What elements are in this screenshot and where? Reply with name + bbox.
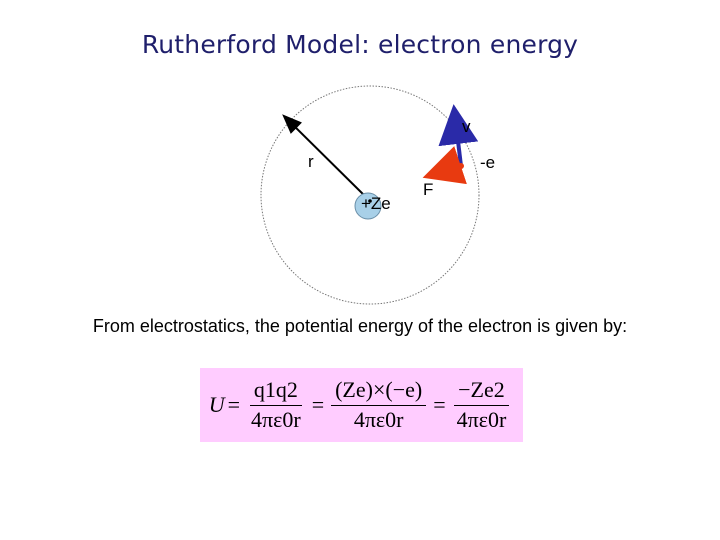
radius-arrow — [285, 117, 370, 201]
velocity-arrow — [455, 116, 461, 166]
fraction-3-denominator: 4πε0r — [456, 406, 507, 432]
fraction-2 — [331, 378, 426, 431]
fraction-1 — [247, 378, 305, 431]
fraction-3 — [453, 378, 511, 431]
equals-sign-3: = — [433, 392, 446, 417]
equals-sign-2: = — [311, 392, 325, 417]
slide-title: Rutherford Model: electron energy — [141, 30, 579, 59]
force-label: F — [423, 180, 434, 199]
electron — [458, 163, 464, 169]
nucleus-charge-label: +Ze — [361, 194, 391, 213]
force-arrow — [434, 166, 458, 174]
velocity-label: v — [462, 117, 471, 136]
potential-energy-equation — [200, 368, 523, 442]
fraction-3-numerator: −Ze2 — [454, 378, 509, 405]
formula-box — [200, 368, 523, 442]
electron-charge-label: -e — [480, 153, 496, 172]
fraction-2-numerator: (Ze)×(−e) — [331, 378, 426, 405]
radius-label: r — [308, 152, 314, 171]
fraction-1-denominator: 4πε0r — [251, 406, 301, 432]
formula-lhs: U — [208, 392, 225, 417]
fraction-1-numerator: q1q2 — [250, 378, 302, 405]
fraction-2-denominator: 4πε0r — [353, 406, 404, 432]
equals-sign-1: = — [227, 392, 241, 417]
statement-text: From electrostatics, the potential energy of the electron is given by: — [92, 316, 628, 336]
